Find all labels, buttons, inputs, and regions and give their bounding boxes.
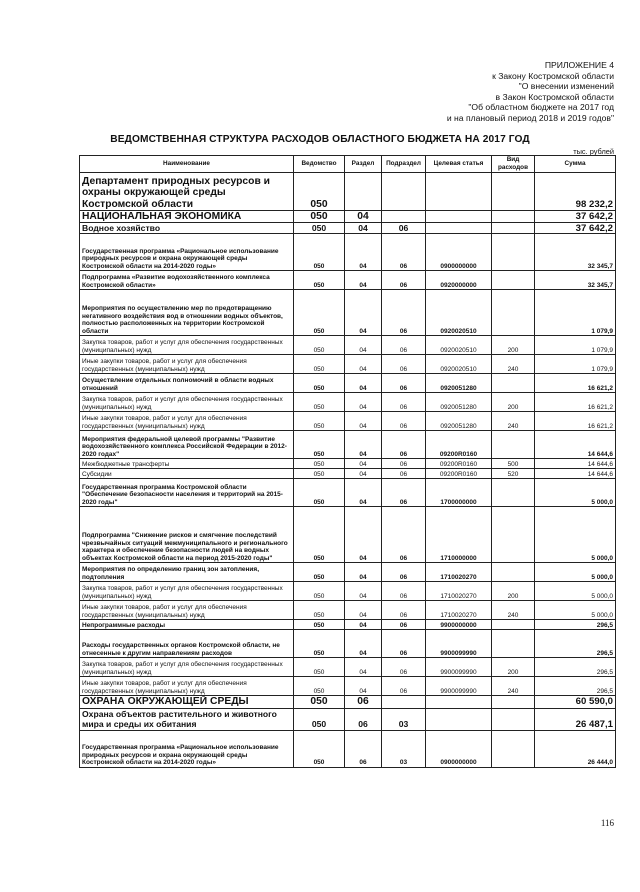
cell-expense-type: 240 [492,355,535,374]
cell-department: 050 [294,412,345,431]
cell-department: 050 [294,601,345,620]
cell-section: 04 [345,336,382,355]
cell-name: Межбюджетные трансферты [80,459,294,469]
cell-department: 050 [294,431,345,459]
cell-subsection: 06 [382,355,426,374]
cell-department: 050 [294,582,345,601]
cell-name: Государственная программа Костромской области "Обеспечение безопасности населения и территорий на 2015-2020 годы" [80,479,294,507]
table-row [80,620,616,630]
cell-section: 04 [345,271,382,290]
cell-expense-type [492,479,535,507]
page-number: 116 [600,818,614,828]
cell-name: Водное хозяйство [80,223,294,234]
cell-section [345,173,382,211]
cell-expense-type [492,630,535,658]
cell-amount: 1 079,9 [535,336,616,355]
cell-name: ОХРАНА ОКРУЖАЮЩЕЙ СРЕДЫ [80,696,294,708]
cell-department: 050 [294,234,345,271]
table-row [80,582,616,601]
cell-amount: 14 644,6 [535,459,616,469]
cell-target-item: 0920020510 [426,336,492,355]
cell-expense-type [492,290,535,336]
table-row [80,730,616,767]
cell-name: Департамент природных ресурсов и охраны окружающей среды Костромской области [80,173,294,211]
table-row [80,290,616,336]
expenditure-table [79,155,616,768]
cell-expense-type [492,620,535,630]
cell-name: Закупка товаров, работ и услуг для обеспечения государственных (муниципальных) нужд [80,393,294,412]
cell-subsection: 06 [382,479,426,507]
col-header-target-item: Целевая статья [426,156,492,173]
table-row [80,355,616,374]
cell-section: 06 [345,730,382,767]
cell-department: 050 [294,290,345,336]
cell-department: 050 [294,393,345,412]
cell-amount: 5 000,0 [535,507,616,563]
cell-target-item: 9900099990 [426,677,492,696]
cell-expense-type: 240 [492,601,535,620]
cell-target-item: 9900099990 [426,630,492,658]
cell-target-item: 1710020270 [426,601,492,620]
cell-department: 050 [294,211,345,223]
cell-section: 06 [345,708,382,730]
cell-department: 050 [294,730,345,767]
cell-name: Государственная программа «Рациональное использование природных ресурсов и охрана окружающей среды Костромской области на 2014-2020 годы» [80,234,294,271]
cell-expense-type: 200 [492,336,535,355]
cell-target-item: 09200R0160 [426,469,492,479]
cell-name: Иные закупки товаров, работ и услуг для обеспечения государственных (муниципальных) нужд [80,355,294,374]
cell-expense-type: 200 [492,393,535,412]
cell-target-item: 1710020270 [426,563,492,582]
cell-target-item [426,696,492,708]
cell-subsection [382,696,426,708]
table-row [80,677,616,696]
table-row [80,393,616,412]
col-header-expense-type: Вид расходов [492,156,535,173]
cell-expense-type [492,374,535,393]
cell-section: 04 [345,290,382,336]
cell-amount: 16 621,2 [535,412,616,431]
cell-section: 04 [345,459,382,469]
table-row [80,234,616,271]
cell-department: 050 [294,223,345,234]
cell-department: 050 [294,355,345,374]
cell-amount: 296,5 [535,620,616,630]
cell-section: 04 [345,374,382,393]
cell-section: 04 [345,582,382,601]
cell-amount: 5 000,0 [535,563,616,582]
col-header-name: Наименование [80,156,294,173]
cell-target-item [426,173,492,211]
cell-section: 04 [345,469,382,479]
cell-amount: 1 079,9 [535,355,616,374]
cell-subsection: 06 [382,412,426,431]
cell-name: Мероприятия по осуществлению мер по предотвращению негативного воздействия вод в отношении водных объектов, полностью расположенных на территории Костромской области [80,290,294,336]
table-row [80,431,616,459]
cell-department: 050 [294,507,345,563]
cell-section: 04 [345,412,382,431]
cell-subsection: 06 [382,290,426,336]
table-header-row [80,156,616,173]
col-header-section: Раздел [345,156,382,173]
cell-section: 06 [345,696,382,708]
cell-name: Закупка товаров, работ и услуг для обеспечения государственных (муниципальных) нужд [80,336,294,355]
cell-expense-type [492,563,535,582]
cell-section: 04 [345,431,382,459]
col-header-amount: Сумма [535,156,616,173]
cell-subsection: 03 [382,708,426,730]
cell-department: 050 [294,479,345,507]
cell-expense-type: 240 [492,677,535,696]
table-row [80,507,616,563]
cell-target-item: 9900099990 [426,658,492,677]
cell-amount: 296,5 [535,630,616,658]
cell-target-item: 0920051280 [426,412,492,431]
cell-subsection [382,211,426,223]
cell-department: 050 [294,459,345,469]
table-row [80,374,616,393]
cell-department: 050 [294,271,345,290]
table-body [80,173,616,768]
table-row [80,479,616,507]
cell-section: 04 [345,658,382,677]
cell-subsection: 06 [382,469,426,479]
cell-section: 04 [345,677,382,696]
document-title: ВЕДОМСТВЕННАЯ СТРУКТУРА РАСХОДОВ ОБЛАСТНОГО БЮДЖЕТА НА 2017 ГОД [110,134,530,145]
cell-expense-type [492,431,535,459]
cell-subsection: 06 [382,223,426,234]
cell-name: Подпрограмма "Снижение рисков и смягчение последствий чрезвычайных ситуаций межмуниципального и регионального характера и обеспечение безопасности людей на водных объектах Костромской области на период 2015-2020 годы" [80,507,294,563]
cell-target-item: 1710000000 [426,507,492,563]
cell-expense-type [492,730,535,767]
cell-subsection: 06 [382,658,426,677]
table-row [80,696,616,708]
cell-subsection: 06 [382,431,426,459]
cell-department: 050 [294,708,345,730]
cell-section: 04 [345,563,382,582]
appendix-line: "Об областном бюджете на 2017 год [468,102,614,113]
cell-target-item: 0900000000 [426,234,492,271]
cell-amount: 98 232,2 [535,173,616,211]
cell-target-item: 0920051280 [426,393,492,412]
cell-subsection [382,173,426,211]
cell-section: 04 [345,630,382,658]
cell-section: 04 [345,211,382,223]
col-header-department: Ведомство [294,156,345,173]
cell-subsection: 06 [382,563,426,582]
cell-target-item: 0900000000 [426,730,492,767]
appendix-header [447,60,614,124]
table-row [80,336,616,355]
cell-target-item: 1710020270 [426,582,492,601]
cell-amount: 5 000,0 [535,582,616,601]
cell-expense-type: 200 [492,582,535,601]
table-row [80,173,616,211]
cell-target-item: 1700000000 [426,479,492,507]
cell-name: Расходы государственных органов Костромской области, не отнесенные к другим направлениям расходов [80,630,294,658]
cell-section: 04 [345,355,382,374]
cell-name: Государственная программа «Рациональное использование природных ресурсов и охрана окружающей среды Костромской области на 2014-2020 годы» [80,730,294,767]
col-header-subsection: Подраздел [382,156,426,173]
cell-target-item: 0920051280 [426,374,492,393]
cell-name: Иные закупки товаров, работ и услуг для обеспечения государственных (муниципальных) нужд [80,601,294,620]
cell-expense-type [492,708,535,730]
cell-amount: 296,5 [535,658,616,677]
cell-department: 050 [294,469,345,479]
cell-name: Подпрограмма «Развитие водохозяйственного комплекса Костромской области» [80,271,294,290]
cell-target-item: 9900000000 [426,620,492,630]
cell-subsection: 06 [382,507,426,563]
appendix-line: ПРИЛОЖЕНИЕ 4 [544,60,614,70]
cell-department: 050 [294,173,345,211]
cell-department: 050 [294,630,345,658]
appendix-line: в Закон Костромской области [495,91,614,102]
cell-amount: 32 345,7 [535,234,616,271]
cell-subsection: 06 [382,234,426,271]
cell-section: 04 [345,620,382,630]
cell-target-item: 09200R0160 [426,459,492,469]
table-row [80,459,616,469]
cell-subsection: 06 [382,582,426,601]
cell-section: 04 [345,223,382,234]
cell-expense-type: 240 [492,412,535,431]
cell-amount: 296,5 [535,677,616,696]
cell-name: НАЦИОНАЛЬНАЯ ЭКОНОМИКА [80,211,294,223]
cell-amount: 26 487,1 [535,708,616,730]
table-row [80,708,616,730]
cell-target-item: 0920020510 [426,355,492,374]
cell-name: Мероприятия федеральной целевой программы "Развитие водохозяйственного комплекса Российской Федерации в 2012-2020 годах" [80,431,294,459]
cell-amount: 16 621,2 [535,393,616,412]
cell-name: Иные закупки товаров, работ и услуг для обеспечения государственных (муниципальных) нужд [80,412,294,431]
table-row [80,469,616,479]
cell-name: Охрана объектов растительного и животного мира и среды их обитания [80,708,294,730]
cell-department: 050 [294,563,345,582]
cell-subsection: 06 [382,630,426,658]
cell-name: Закупка товаров, работ и услуг для обеспечения государственных (муниципальных) нужд [80,658,294,677]
cell-name: Осуществление отдельных полномочий в области водных отношений [80,374,294,393]
cell-amount: 32 345,7 [535,271,616,290]
unit-label: тыс. рублей [573,147,614,156]
cell-target-item [426,211,492,223]
appendix-line: "О внесении изменений [518,81,614,92]
cell-expense-type [492,223,535,234]
appendix-line: к Закону Костромской области [492,70,614,81]
cell-department: 050 [294,336,345,355]
cell-name: Непрограммные расходы [80,620,294,630]
cell-subsection: 06 [382,374,426,393]
cell-expense-type [492,271,535,290]
cell-department: 050 [294,677,345,696]
cell-target-item: 09200R0160 [426,431,492,459]
cell-amount: 60 590,0 [535,696,616,708]
cell-name: Закупка товаров, работ и услуг для обеспечения государственных (муниципальных) нужд [80,582,294,601]
cell-expense-type: 200 [492,658,535,677]
table-row [80,630,616,658]
cell-section: 04 [345,507,382,563]
cell-department: 050 [294,696,345,708]
cell-amount: 26 444,0 [535,730,616,767]
cell-amount: 5 000,0 [535,479,616,507]
table-row [80,223,616,234]
cell-expense-type [492,173,535,211]
cell-expense-type [492,234,535,271]
cell-name: Мероприятия по определению границ зон затопления, подтопления [80,563,294,582]
cell-department: 050 [294,374,345,393]
table-row [80,412,616,431]
cell-target-item: 0920000000 [426,271,492,290]
cell-subsection: 03 [382,730,426,767]
cell-subsection: 06 [382,459,426,469]
cell-amount: 37 642,2 [535,223,616,234]
cell-amount: 16 621,2 [535,374,616,393]
cell-amount: 14 644,6 [535,431,616,459]
cell-name: Иные закупки товаров, работ и услуг для обеспечения государственных (муниципальных) нужд [80,677,294,696]
table-row [80,658,616,677]
cell-subsection: 06 [382,336,426,355]
table-row [80,211,616,223]
cell-subsection: 06 [382,601,426,620]
cell-amount: 14 644,6 [535,469,616,479]
cell-amount: 5 000,0 [535,601,616,620]
cell-section: 04 [345,601,382,620]
cell-department: 050 [294,658,345,677]
cell-expense-type [492,211,535,223]
cell-target-item [426,223,492,234]
cell-subsection: 06 [382,271,426,290]
table-row [80,271,616,290]
cell-amount: 1 079,9 [535,290,616,336]
cell-section: 04 [345,234,382,271]
cell-expense-type: 500 [492,459,535,469]
cell-name: Субсидии [80,469,294,479]
cell-subsection: 06 [382,620,426,630]
cell-department: 050 [294,620,345,630]
table-row [80,601,616,620]
cell-target-item: 0920020510 [426,290,492,336]
cell-expense-type [492,507,535,563]
cell-expense-type [492,696,535,708]
appendix-line: и на плановый период 2018 и 2019 годов" [446,112,614,123]
cell-target-item [426,708,492,730]
cell-subsection: 06 [382,393,426,412]
cell-expense-type: 520 [492,469,535,479]
table-row [80,563,616,582]
cell-amount: 37 642,2 [535,211,616,223]
cell-subsection: 06 [382,677,426,696]
cell-section: 04 [345,479,382,507]
cell-section: 04 [345,393,382,412]
